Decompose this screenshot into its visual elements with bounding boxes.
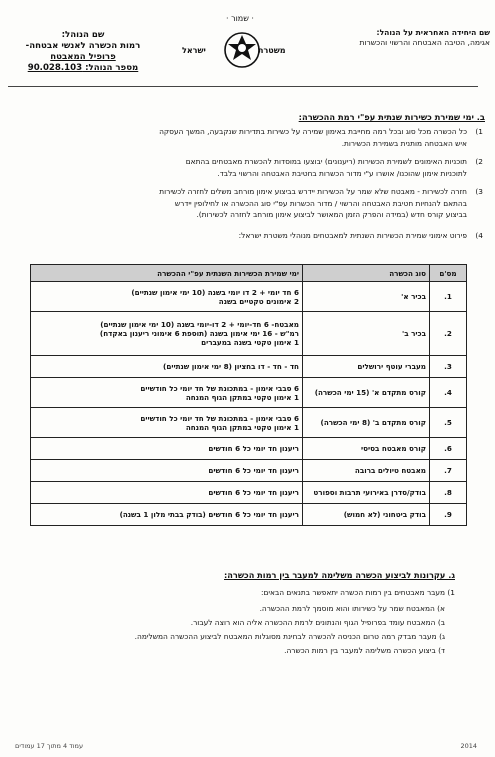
training-table (30, 264, 467, 526)
section-b-item-1 (22, 126, 483, 149)
item-number: 4) (475, 231, 483, 240)
row-days-line: ריענון חד יומי כל 6 חודשים (208, 488, 299, 497)
row-days (31, 356, 303, 378)
row-type: מאבטח טיולים ברובה (303, 460, 430, 482)
header-unit-name: אגימה, הטיבה האבטחה והרשוי והכשרות (359, 38, 490, 47)
row-days (31, 282, 303, 312)
row-type: בכיר ב' (303, 312, 430, 356)
subitem (25, 616, 445, 630)
row-type: בודק/סדרן באירועי תרבות וספורט (303, 482, 430, 504)
item-line: פירוט אימוני שמירת הכשירות השנתית למאבטחים מנוהלי משטרת ישראל: (238, 231, 467, 240)
row-days-line: 6 סבבי אימון - במתכונת של חד יומי כל חודשיים (140, 413, 299, 423)
section-b-title: ב. ימי שמירת כשירות שנתית עפ"י רמת ההכשרה: (298, 112, 485, 122)
row-days-line: 1 אימון טקטי במתקן הגוף המנחה (185, 422, 299, 432)
row-days (31, 460, 303, 482)
subitem (25, 602, 445, 616)
subitem-letter: ב) (437, 618, 445, 627)
row-num: 7. (430, 460, 467, 482)
row-days (31, 438, 303, 460)
row-days-line: מאבטח- 6 חד-יומי + 2 דו-יומי בשנה (10 ימי אימון שנתיים) (100, 320, 299, 329)
table-row (31, 312, 467, 356)
row-num: 9. (430, 504, 467, 526)
row-days (31, 482, 303, 504)
table-row (31, 460, 467, 482)
row-days-line: חד - חד - דו בחציון (8 ימי אימון שנתיים) (163, 362, 299, 371)
subitem-letter: ד) (438, 646, 445, 655)
table-row (31, 282, 467, 312)
row-num: 5. (430, 408, 467, 438)
row-type: בודק ביטחוני (לא חמוש) (303, 504, 430, 526)
row-type: קורס מתקדם א' (15 ימי הכשרה) (303, 378, 430, 408)
row-days-line: 2 אימונים טקטיים בשנה (218, 296, 299, 306)
item-line: בהתאם להנחיות חטיבת האבטחה והרשוי / מדור הכשרות עפ"י סוג ההכשרה או לחילופין יידרש (174, 198, 467, 208)
section-c-subitems (25, 602, 445, 658)
item-line: בביצוע קורס חדש (במידה והפרק הזמן המאושר לביצוע אימון מורחב לחזרה לכשירות). (196, 210, 467, 219)
row-days-line: 1 אימון טקטי במתקן הגוף המנחה (185, 392, 299, 402)
procedure-number: מספר הנוהל: 90.028.103 (27, 63, 139, 73)
table-row (31, 378, 467, 408)
row-num: 3. (430, 356, 467, 378)
row-days-line: רמ"ש - 16 ימי אימון בשנה (תוספת 6 אימוני ריענון באקדח) (99, 329, 299, 338)
table-row (31, 408, 467, 438)
page-number: עמוד 4 מתוך 17 עמודים (15, 742, 84, 750)
row-type: קורס מאבטח בסיסי (303, 438, 430, 460)
section-b-item-4 (22, 230, 483, 242)
row-days-line: 6 חד יומי + 2 דו יומי בשנה (10 ימי אימון שנתיים) (131, 287, 299, 297)
table-row (31, 356, 467, 378)
header-unit-title: שם היחידה האחראית על הנוהל: (376, 28, 490, 37)
table-header-num: מס'ם (430, 265, 467, 282)
row-type: בכיר א' (303, 282, 430, 312)
police-emblem-icon (222, 30, 262, 70)
item-line: איש האבטחה מותנית בשמירת הכשירות. (341, 138, 467, 148)
procedure-name-label: שם הנוהל: (61, 30, 105, 40)
subitem-text: ביצוע הכשרה משלימה למעבר בין רמות הכשרה. (284, 646, 436, 655)
subitem-letter: א) (437, 604, 445, 613)
section-b-item-2 (22, 156, 483, 179)
header-divider (8, 86, 478, 87)
section-c-item-1: 1) מעבר מאבטחים בין רמות הכשרה יתאפשר בתנאים הבאים: (260, 588, 455, 597)
table-header-days: ימי שמירת הכשירות השנתית עפ"י ההכשרה (31, 265, 303, 282)
subitem-letter: ג) (439, 632, 445, 641)
item-number: 3) (475, 187, 483, 196)
row-num: 8. (430, 482, 467, 504)
table-row (31, 504, 467, 526)
classification-label: · שמור · (226, 14, 254, 23)
row-days-line: 1 אימון טקטי בשנה במעברים (201, 338, 299, 347)
table-header-type: סוג הכשרה (303, 265, 430, 282)
header-unit (300, 28, 490, 48)
row-days-line: ריענון חד יומי כל 6 חודשים (208, 466, 299, 475)
header-israel: ישראל (182, 46, 206, 55)
subitem-text: המאבטח שמר על כשירותו והוא מוסמך לרמת ההכשרה. (259, 604, 435, 613)
row-days (31, 312, 303, 356)
row-days-line: ריענון חד יומי כל 6 חודשים (208, 444, 299, 453)
row-num: 4. (430, 378, 467, 408)
row-days-line: 6 סבבי אימון - במתכונת של חד יומי כל חודשיים (140, 383, 299, 393)
subitem (25, 644, 445, 658)
subitem-text: המאבטח עומד בפרופיל הגוף והנתונים לרמת ההכשרה אליה הוא רוצה לעבור. (190, 618, 436, 627)
subitem-text: מעבר מבדק רמה טרום הכניסה להכשרה לבחינת מסוגלות המאבטח לביצוע ההכשרה המשלימה. (134, 632, 437, 641)
row-type: מעברי עוטף ירושלים (303, 356, 430, 378)
subitem (25, 630, 445, 644)
row-num: 1. (430, 282, 467, 312)
row-num: 6. (430, 438, 467, 460)
row-num: 2. (430, 312, 467, 356)
table-row (31, 438, 467, 460)
item-line: חזרה לכשירות - מאבטח שלא שמר על הכשירות יידרש בביצוע אימון מורחב משלים לחזרה לכשירות (159, 187, 467, 196)
row-days (31, 378, 303, 408)
item-number: 1) (475, 127, 483, 136)
header-police: משטרת (258, 46, 286, 55)
row-days (31, 504, 303, 526)
item-number: 2) (475, 157, 483, 166)
header-procedure (8, 30, 158, 74)
footer-year: 2014 (460, 742, 477, 750)
item-line: תוכניות האימונים לשמירת הכשירות (ריענונים) יבוצעו במוסדות להכשרת מאבטחים בהתאם (185, 157, 467, 166)
procedure-name: רמות הכשרה לאנשי אבטחה- (25, 41, 141, 51)
section-c-title: ג. עקרונות לביצוע הכשרה משלימה למעבר בין רמות הכשרה: (224, 570, 455, 580)
item-line: לתוכניות אימון שהוכנו/ אושרו ע"י מדור הכשרות בחטיבת האבטחה והרשוי בלבד. (217, 168, 467, 178)
row-days (31, 408, 303, 438)
row-days-line: ריענון חד יומי כל 6 חודשים (בודק בבתי מלון 1 בשנה) (119, 510, 299, 519)
table-header-row (31, 265, 467, 282)
item-line: כל הכשרה מכל סוג ובכל רמה מחייבת באימון שמירה על כשירות בתדירות שנקבעה, המשך העסקה (159, 127, 467, 136)
procedure-subtitle: פרופיל המאבטח (50, 52, 116, 62)
section-b-item-3 (22, 186, 483, 221)
table-row (31, 482, 467, 504)
row-type: קורס מתקדם ב' (8 ימי הכשרה) (303, 408, 430, 438)
